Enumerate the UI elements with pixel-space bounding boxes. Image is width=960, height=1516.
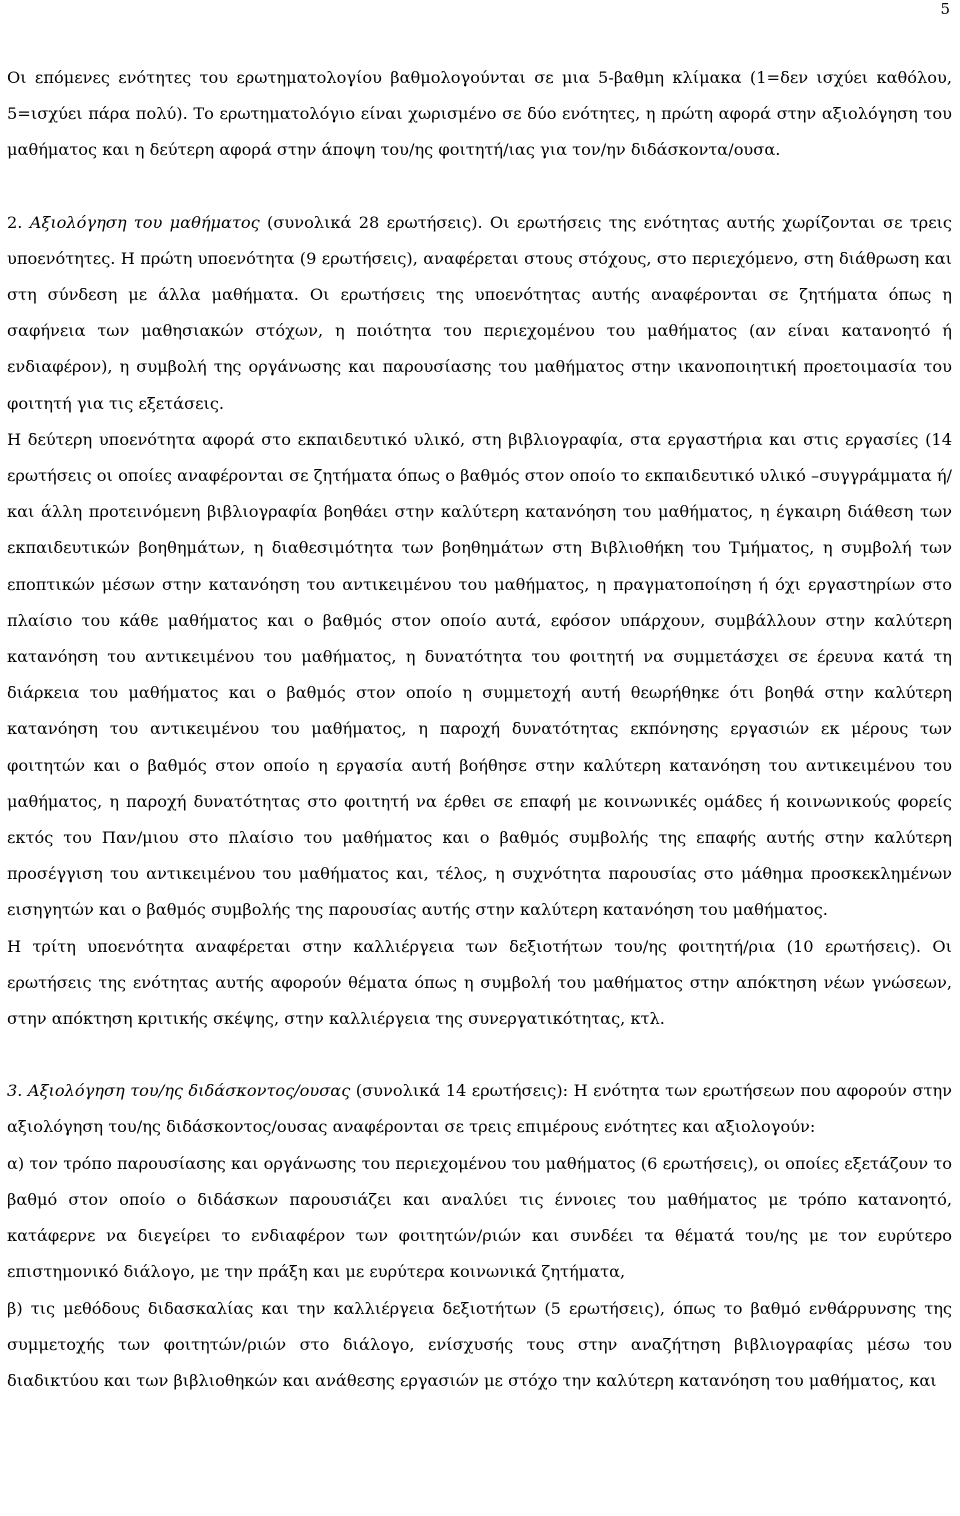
second-subsection-paragraph: Η δεύτερη υποενότητα αφορά στο εκπαιδευτικό υλικό, στη βιβλιογραφία, στα εργαστήρια και στις εργασίες (14 ερωτήσεις οι οποίες αναφέρονται σε ζητήματα όπως ο βαθμός στον οποίο το εκπαιδευτικό υλικό –συγγράμματα ή/και άλλη προτεινόμενη βιβλιογραφία βοηθάει στην καλύτερη κατανόηση του μαθήματος, η έγκαιρη διάθεση των εκπαιδευτικών βοηθημάτων, η διαθεσιμότητα των βοηθημάτων στη Βιβλιοθήκη του Τμήματος, η συμβολή των εποπτικών μέσων στην κατανόηση του αντικειμένου του μαθήματος, η πραγματοποίηση ή όχι εργαστηρίων στο πλαίσιο του κάθε μαθήματος και ο βαθμός στον οποίο αυτά, εφόσον υπάρχουν, συμβάλλουν στην καλύτερη κατανόηση του αντικειμένου του μαθήματος, η δυνατότητα του φοιτητή να συμμετάσχει σε έρευνα κατά τη διάρκεια του μαθήματος και ο βαθμός στον οποίο η συμμετοχή αυτή θεωρήθηκε ότι βοηθά στην καλύτερη κατανόηση του αντικειμένου του μαθήματος, η παροχή δυνατότητας εκπόνησης εργασιών εκ μέρους των φοιτητών και ο βαθμός στον οποίο η εργασία αυτή βοήθησε στην καλύτερη κατανόηση του αντικειμένου του μαθήματος, η παροχή δυνατότητας στο φοιτητή να έρθει σε επαφή με κοινωνικές ομάδες ή κοινωνικούς φορείς εκτός του Παν/μιου στο πλαίσιο του μαθήματος και ο βαθμός συμβολής της επαφής αυτής στην καλύτερη προσέγγιση του αντικειμένου του μαθήματος και, τέλος, η συχνότητα παρουσίας στο μάθημα προσκεκλημένων εισηγητών και ο βαθμός συμβολής της παρουσίας αυτής στην καλύτερη κατανόηση του μαθήματος. <box>7 429 952 920</box>
section-text: (συνολικά 28 ερωτήσεις). Οι ερωτήσεις της ενότητας αυτής χωρίζονται σε τρεις υποενότητες. Η πρώτη υποενότητα (9 ερωτήσεις), αναφέρεται στους στόχους, στο περιεχόμενο, στη διάθρωση και στη σύνδεση με άλλα μαθήματα. Οι ερωτήσεις της υποενότητας αυτής αναφέρονται σε ζητήματα όπως η σαφήνεια των μαθησιακών στόχων, η ποιότητα του περιεχομένου του μαθήματος (αν είναι κατανοητό ή ενδιαφέρον), η συμβολή της οργάνωσης και παρουσίασης του μαθήματος στην ικανοποιητική προετοιμασία του φοιτητή για τις εξετάσεις. <box>7 212 952 413</box>
item-b-paragraph: β) τις μεθόδους διδασκαλίας και την καλλιέργεια δεξιοτήτων (5 ερωτήσεις), όπως το βαθμό ενθάρρυνσης της συμμετοχής των φοιτητών/ριών στο διάλογο, ενίσχυσής τους στην αναζήτηση βιβλιογραφίας μέσω του διαδικτύου και των βιβλιοθηκών και ανάθεσης εργασιών με στόχο την καλύτερη κατανόηση του μαθήματος, και <box>7 1298 952 1390</box>
item-a-paragraph: α) τον τρόπο παρουσίασης και οργάνωσης του περιεχομένου του μαθήματος (6 ερωτήσεις), οι οποίες εξετάζουν το βαθμό στον οποίο ο διδάσκων παρουσιάζει και αναλύει τις έννοιες του μαθήματος με τρόπο κατανοητό, κατάφερνε να διεγείρει το ενδιαφέρον των φοιτητών/ριών και συνδέει τα θέματά του/ης με τον ευρύτερο επιστημονικό διάλογο, με την πράξη και με ευρύτερα κοινωνικά ζητήματα, <box>7 1153 952 1282</box>
page-number: 5 <box>940 0 950 18</box>
course-evaluation-paragraph <box>7 205 952 422</box>
section-heading-instructor: 3. Αξιολόγηση του/ης διδάσκοντος/ουσας <box>7 1081 351 1101</box>
third-subsection-paragraph: Η τρίτη υποενότητα αναφέρεται στην καλλιέργεια των δεξιοτήτων του/ης φοιτητή/ρια (10 ερωτήσεις). Οι ερωτήσεις της ενότητας αυτής αφορούν θέματα όπως η συμβολή του μαθήματος στην απόκτηση νέων γνώσεων, στην απόκτηση κριτικής σκέψης, στην καλλιέργεια της συνεργατικότητας, κτλ. <box>7 936 952 1029</box>
spacer <box>7 169 952 205</box>
section-text: (συνολικά 14 ερωτήσεις): Η ενότητα των ερωτήσεων που αφορούν στην αξιολόγηση του/ης διδάσκοντος/ουσας αναφέρονται σε τρεις επιμέρους ενότητες και αξιολογούν: <box>7 1081 952 1137</box>
section-number: 2. <box>7 212 30 232</box>
instructor-evaluation-paragraph <box>7 1073 952 1145</box>
intro-paragraph: Οι επόμενες ενότητες του ερωτηματολογίου βαθμολογούνται σε μια 5-βαθμη κλίμακα (1=δεν ισχύει καθόλου, 5=ισχύει πάρα πολύ). Το ερωτηματολόγιο είναι χωρισμένο σε δύο ενότητες, η πρώτη αφορά στην αξιολόγηση του μαθήματος και η δεύτερη αφορά στην άποψη του/ης φοιτητή/ιας για τον/ην διδάσκοντα/ουσα. <box>7 68 952 160</box>
spacer <box>7 1037 952 1073</box>
section-heading-course: Αξιολόγηση του μαθήματος <box>29 212 260 232</box>
document-body <box>7 60 952 1399</box>
